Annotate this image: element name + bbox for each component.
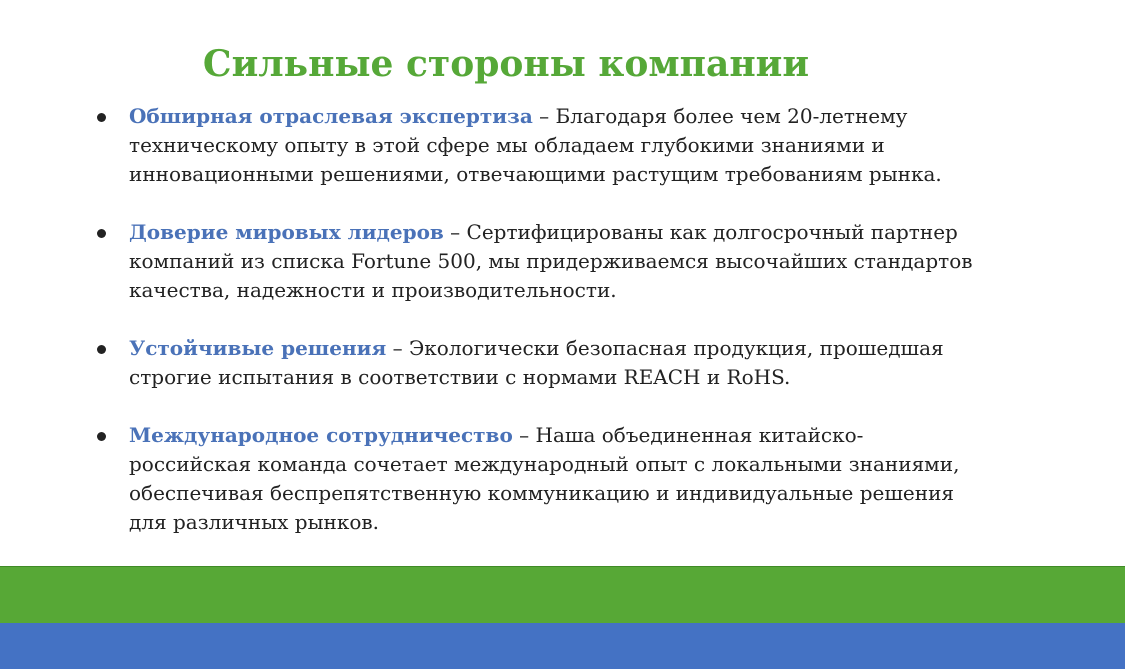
list-item — [95, 218, 975, 305]
slide-title: Сильные стороны компании — [202, 43, 810, 85]
footer-band-green — [0, 566, 1125, 624]
bullet-icon — [97, 345, 106, 354]
item-text: – Наша объединенная китайско-российская команда сочетает международный опыт с локальными знаниями, обеспечивая беспрепятственную коммуникацию и индивидуальные решения для различных рынков. — [129, 423, 960, 534]
bullet-icon — [97, 432, 106, 441]
bullet-icon — [97, 113, 106, 122]
item-text: – Сертифицированы как долгосрочный партнер компаний из списка Fortune 500, мы придерживаемся высочайших стандартов качества, надежности и производительности. — [129, 220, 973, 302]
item-term: Обширная отраслевая экспертиза — [129, 104, 533, 128]
footer-band-blue — [0, 623, 1125, 669]
item-text: – Экологически безопасная продукция, прошедшая строгие испытания в соответствии с нормами REACH и RoHS. — [129, 336, 944, 389]
item-term: Доверие мировых лидеров — [129, 220, 444, 244]
list-item — [95, 334, 975, 392]
list-item — [95, 421, 975, 537]
strengths-list — [95, 102, 975, 566]
bullet-icon — [97, 229, 106, 238]
item-term: Международное сотрудничество — [129, 423, 513, 447]
item-text: – Благодаря более чем 20-летнему техническому опыту в этой сфере мы обладаем глубокими знаниями и инновационными решениями, отвечающими растущим требованиям рынка. — [129, 104, 942, 186]
item-term: Устойчивые решения — [129, 336, 387, 360]
list-item — [95, 102, 975, 189]
